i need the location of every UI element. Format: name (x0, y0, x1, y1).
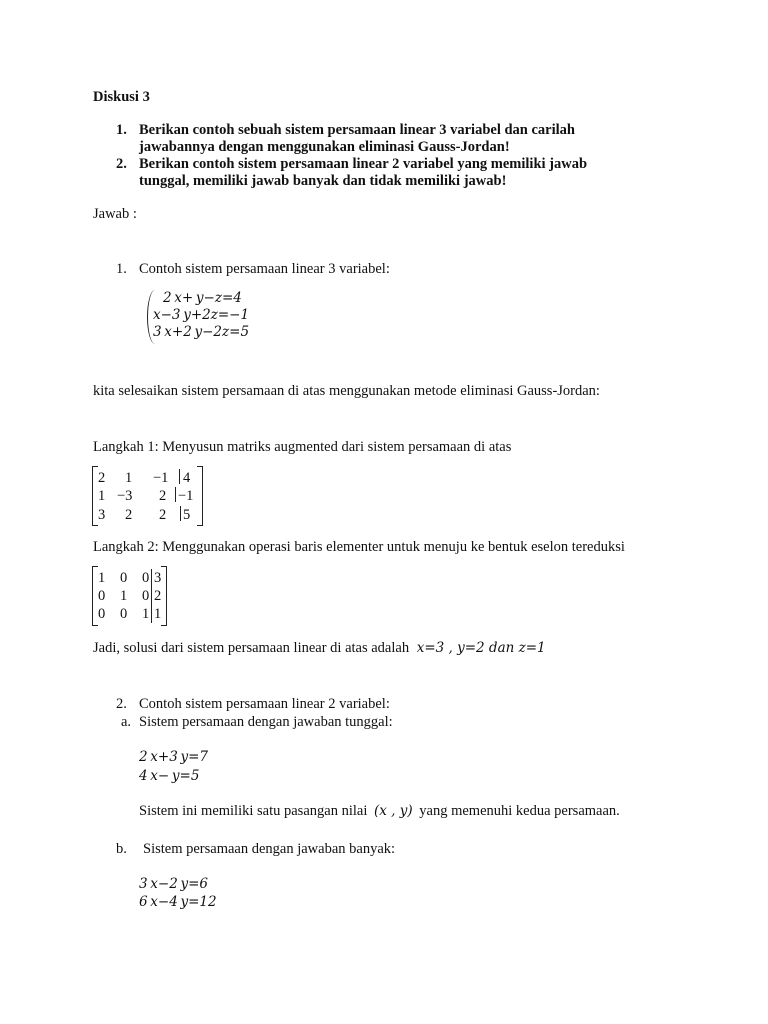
matrix-1-cell: 4 (183, 470, 191, 486)
matrix-2-cell: 2 (154, 588, 162, 604)
equation-1: 2 x+ y−z=4 (163, 290, 242, 306)
question-2-line-1: Berikan contoh sistem persamaan linear 2 variabel yang memiliki jawab (139, 156, 588, 172)
matrix-2-divider (151, 569, 152, 623)
part-a-label: a. (121, 714, 132, 730)
part-b-equation-1: 3 x−2 y=6 (139, 876, 209, 892)
question-1-line-2: jawabannya dengan menggunakan eliminasi Gauss-Jordan! (139, 139, 510, 155)
question-2-line-2: tunggal, memiliki jawab banyak dan tidak memiliki jawab! (139, 173, 507, 189)
matrix-2-cell: 3 (154, 570, 162, 586)
matrix-1-cell: −3 (117, 488, 133, 504)
matrix-1-divider (180, 506, 181, 521)
answer-label: Jawab : (93, 206, 137, 222)
method-intro: kita selesaikan sistem persamaan di atas menggunakan metode eliminasi Gauss-Jordan: (93, 383, 600, 399)
matrix-1-cell: 2 (125, 507, 133, 523)
answer-2-heading: Contoh sistem persamaan linear 2 variabel: (139, 696, 390, 712)
question-1-number: 1. (116, 122, 127, 138)
matrix-1-right-bracket (197, 466, 203, 526)
part-a-note (139, 803, 620, 820)
matrix-2-cell: 1 (142, 606, 150, 622)
equation-3: 3 x+2 y−2z=5 (153, 324, 250, 340)
matrix-2-cell: 1 (98, 570, 106, 586)
matrix-1-cell: 5 (183, 507, 191, 523)
part-a-note-pre: Sistem ini memiliki satu pasangan nilai (139, 803, 368, 819)
part-a-note-post: yang memenuhi kedua persamaan. (419, 803, 620, 819)
matrix-1-cell: −1 (153, 470, 169, 486)
answer-2-number: 2. (116, 696, 127, 712)
matrix-2-right-bracket (161, 566, 167, 626)
matrix-2-cell: 0 (98, 606, 106, 622)
part-b-label: b. (116, 841, 127, 857)
question-1-line-1: Berikan contoh sebuah sistem persamaan linear 3 variabel dan carilah (139, 122, 575, 138)
matrix-2-cell: 0 (120, 606, 128, 622)
part-b-equation-2: 6 x−4 y=12 (139, 894, 217, 910)
part-a-equation-1: 2 x+3 y=7 (139, 749, 209, 765)
question-2-number: 2. (116, 156, 127, 172)
matrix-1-cell: −1 (178, 488, 194, 504)
step-2-text: Langkah 2: Menggunakan operasi baris elementer untuk menuju ke bentuk eselon tereduksi (93, 539, 625, 555)
matrix-2-cell: 0 (142, 588, 150, 604)
matrix-1-cell: 1 (98, 488, 106, 504)
part-a-heading: Sistem persamaan dengan jawaban tunggal: (139, 714, 393, 730)
matrix-2-cell: 0 (120, 570, 128, 586)
matrix-2-cell: 1 (154, 606, 162, 622)
part-a-equation-2: 4 x− y=5 (139, 768, 200, 784)
matrix-1-divider (175, 487, 176, 502)
matrix-1-cell: 2 (98, 470, 106, 486)
matrix-1-cell: 2 (159, 507, 167, 523)
part-a-note-math: (x , y) (373, 803, 413, 819)
matrix-1-cell: 2 (159, 488, 167, 504)
step-1-text: Langkah 1: Menyusun matriks augmented dari sistem persamaan di atas (93, 439, 512, 455)
matrix-1-cell: 3 (98, 507, 106, 523)
page-title: Diskusi 3 (93, 89, 150, 105)
matrix-1-divider (179, 469, 180, 484)
solution-values: x=3 , y=2 dan z=1 (416, 640, 546, 656)
matrix-2-cell: 0 (98, 588, 106, 604)
solution-text: Jadi, solusi dari sistem persamaan linear di atas adalah (93, 640, 410, 656)
solution-line (93, 640, 546, 657)
matrix-2-cell: 1 (120, 588, 128, 604)
answer-1-number: 1. (116, 261, 127, 277)
matrix-1-cell: 1 (125, 470, 133, 486)
equation-2: x−3 y+2z=−1 (153, 307, 250, 323)
part-b-heading: Sistem persamaan dengan jawaban banyak: (143, 841, 396, 857)
answer-1-heading: Contoh sistem persamaan linear 3 variabel: (139, 261, 390, 277)
matrix-2-cell: 0 (142, 570, 150, 586)
